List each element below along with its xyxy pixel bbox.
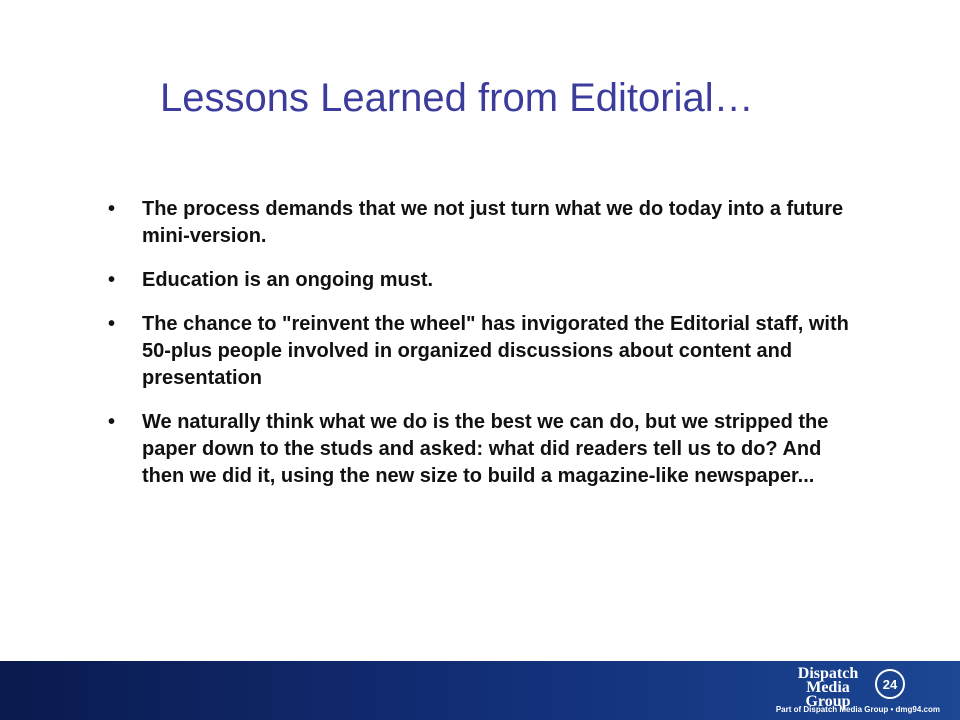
bullet-marker: • xyxy=(108,269,116,291)
bullet-item xyxy=(108,196,868,250)
bullet-text: The chance to "reinvent the wheel" has invigorated the Editorial staff, with 50-plus people involved in organized discussions about content and presentation xyxy=(142,313,849,389)
dispatch-media-group-logo xyxy=(788,665,918,710)
slide-title: Lessons Learned from Editorial… xyxy=(160,76,754,120)
bullet-item xyxy=(108,267,868,294)
logo-mark-text: 24 xyxy=(882,677,898,692)
bullet-list xyxy=(108,196,868,507)
brand-name: Dispatch Media Group xyxy=(797,665,859,710)
bullet-marker: • xyxy=(108,411,116,433)
bullet-marker: • xyxy=(108,198,116,220)
bullet-text: We naturally think what we do is the best we can do, but we stripped the paper down to the studs and asked: what did readers tell us to do? And then we did it, using the new size to build a magazine-like newspaper... xyxy=(142,411,829,487)
bullet-text: The process demands that we not just turn what we do today into a future mini-version. xyxy=(142,198,844,247)
footer-tagline: Part of Dispatch Media Group • dmg94.com xyxy=(775,705,940,714)
logo-24-icon xyxy=(874,668,906,700)
bullet-item xyxy=(108,311,868,392)
bullet-marker: • xyxy=(108,313,116,335)
footer-bar xyxy=(0,661,960,720)
bullet-item xyxy=(108,409,868,490)
bullet-text: Education is an ongoing must. xyxy=(142,269,434,291)
